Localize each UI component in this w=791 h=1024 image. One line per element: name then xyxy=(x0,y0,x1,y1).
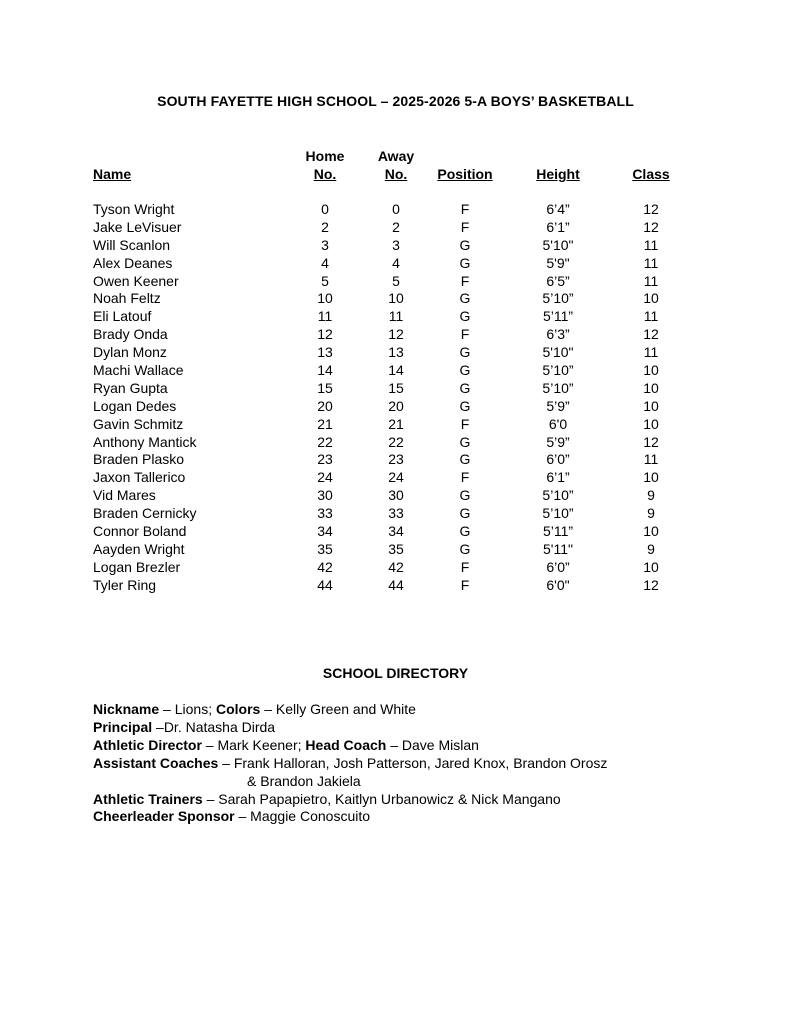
table-row xyxy=(0,362,791,380)
table-row xyxy=(0,237,791,255)
player-height: 5’11” xyxy=(542,308,574,325)
player-name: Tyson Wright xyxy=(93,201,175,217)
player-name: Machi Wallace xyxy=(93,362,184,379)
player-name: Eli Latouf xyxy=(93,308,152,325)
athletic-director-label: Athletic Director xyxy=(93,736,202,753)
player-height: 5’9” xyxy=(546,433,570,450)
table-row xyxy=(0,523,791,541)
player-position: G xyxy=(459,505,471,522)
away-number: 22 xyxy=(388,433,404,450)
player-height: 6'0" xyxy=(546,576,570,593)
player-class: 11 xyxy=(643,236,659,253)
home-number: 35 xyxy=(317,540,333,557)
header-class xyxy=(611,165,691,183)
player-position: F xyxy=(460,326,470,343)
away-number: 14 xyxy=(388,362,404,379)
player-height: 6’0” xyxy=(546,451,570,468)
player-class: 10 xyxy=(643,290,659,307)
player-position: G xyxy=(459,236,471,253)
away-number: 11 xyxy=(388,308,404,325)
player-class: 10 xyxy=(643,362,659,379)
player-position: F xyxy=(460,469,470,486)
player-position: G xyxy=(459,344,471,361)
table-row xyxy=(0,255,791,273)
header-home-top: Home xyxy=(305,148,345,164)
player-position: F xyxy=(460,218,470,235)
player-class: 11 xyxy=(643,451,659,468)
away-number: 20 xyxy=(388,397,404,414)
player-position: F xyxy=(460,201,470,217)
directory-line-cheerleader xyxy=(93,808,733,826)
home-number: 10 xyxy=(317,290,333,307)
player-position: G xyxy=(459,487,471,504)
player-class: 12 xyxy=(643,433,659,450)
player-class: 12 xyxy=(643,326,659,343)
home-number: 14 xyxy=(317,362,333,379)
table-row xyxy=(0,451,791,469)
header-height xyxy=(518,165,598,183)
home-number: 21 xyxy=(317,415,333,432)
player-name: Alex Deanes xyxy=(93,254,173,271)
player-name: Tyler Ring xyxy=(93,576,157,593)
home-number: 13 xyxy=(317,344,333,361)
home-number: 3 xyxy=(321,236,329,253)
home-number: 22 xyxy=(317,433,333,450)
player-position: G xyxy=(459,451,471,468)
away-number: 34 xyxy=(388,523,404,540)
home-number: 0 xyxy=(321,201,329,217)
directory-line-athletic-director xyxy=(93,737,733,755)
home-number: 15 xyxy=(317,379,333,396)
header-position xyxy=(425,165,505,183)
away-number: 42 xyxy=(388,558,404,575)
home-number: 2 xyxy=(321,218,329,235)
away-number: 3 xyxy=(392,236,400,253)
roster-table xyxy=(0,201,791,595)
away-number: 10 xyxy=(388,290,404,307)
player-height: 5’10” xyxy=(542,487,574,504)
player-name: Brady Onda xyxy=(93,326,168,343)
table-row xyxy=(0,416,791,434)
cheerleader-sponsor-value: – Maggie Conoscuito xyxy=(234,808,371,825)
header-class-label: Class xyxy=(632,166,670,182)
player-class: 10 xyxy=(643,397,659,414)
home-number: 4 xyxy=(321,254,329,271)
player-position: F xyxy=(460,415,470,432)
nickname-label: Nickname xyxy=(93,701,160,717)
away-number: 21 xyxy=(388,415,404,432)
home-number: 44 xyxy=(317,576,333,593)
athletic-trainers-label: Athletic Trainers xyxy=(93,790,203,807)
directory-title: SCHOOL DIRECTORY xyxy=(322,665,469,681)
table-row xyxy=(0,290,791,308)
page-title: SOUTH FAYETTE HIGH SCHOOL – 2025-2026 5-A BOYS’ BASKETBALL xyxy=(157,93,634,109)
player-name: Ryan Gupta xyxy=(93,379,168,396)
player-name: Connor Boland xyxy=(93,523,187,540)
head-coach-label: Head Coach xyxy=(305,736,387,753)
player-name: Aayden Wright xyxy=(93,540,185,557)
header-position-label: Position xyxy=(437,166,493,182)
table-row xyxy=(0,273,791,291)
away-number: 35 xyxy=(388,540,404,557)
table-row xyxy=(0,434,791,452)
player-name: Owen Keener xyxy=(93,272,179,289)
away-number: 0 xyxy=(392,201,400,217)
player-class: 11 xyxy=(643,344,659,361)
player-class: 10 xyxy=(643,523,659,540)
player-class: 11 xyxy=(643,254,659,271)
table-row xyxy=(0,541,791,559)
player-height: 6’1” xyxy=(546,469,570,486)
home-number: 23 xyxy=(317,451,333,468)
player-position: G xyxy=(459,254,471,271)
athletic-trainers-value: – Sarah Papapietro, Kaitlyn Urbanowicz & Nick Mangano xyxy=(202,790,561,807)
table-row xyxy=(0,380,791,398)
away-number: 33 xyxy=(388,505,404,522)
player-height: 6’5” xyxy=(546,272,570,289)
directory-line-nickname xyxy=(93,701,733,719)
player-class: 9 xyxy=(647,487,655,504)
home-number: 24 xyxy=(317,469,333,486)
away-number: 44 xyxy=(388,576,404,593)
player-class: 11 xyxy=(643,272,659,289)
home-number: 12 xyxy=(317,326,333,343)
athletic-director-value: – Mark Keener; xyxy=(201,736,306,753)
home-number: 30 xyxy=(317,487,333,504)
assistant-coaches-label: Assistant Coaches xyxy=(93,754,219,771)
player-position: F xyxy=(460,576,470,593)
away-number: 15 xyxy=(388,379,404,396)
principal-value: –Dr. Natasha Dirda xyxy=(152,718,276,735)
player-name: Jake LeVisuer xyxy=(93,218,182,235)
player-height: 5’10” xyxy=(542,362,574,379)
table-row xyxy=(0,219,791,237)
away-number: 30 xyxy=(388,487,404,504)
player-name: Anthony Mantick xyxy=(93,433,197,450)
table-row xyxy=(0,326,791,344)
table-row xyxy=(0,559,791,577)
player-class: 10 xyxy=(643,379,659,396)
table-row xyxy=(0,344,791,362)
head-coach-value: – Dave Mislan xyxy=(386,736,479,753)
player-position: F xyxy=(460,272,470,289)
table-row xyxy=(0,308,791,326)
colors-value: – Kelly Green and White xyxy=(260,701,416,717)
header-name xyxy=(93,165,131,183)
header-home xyxy=(285,147,365,183)
away-number: 2 xyxy=(392,218,400,235)
home-number: 11 xyxy=(317,308,333,325)
away-number: 12 xyxy=(388,326,404,343)
player-class: 12 xyxy=(643,201,659,217)
principal-label: Principal xyxy=(93,718,153,735)
player-class: 10 xyxy=(643,469,659,486)
player-height: 6’3” xyxy=(546,326,570,343)
player-name: Vid Mares xyxy=(93,487,156,504)
player-position: F xyxy=(460,558,470,575)
player-height: 5'11" xyxy=(543,540,573,557)
cheerleader-sponsor-label: Cheerleader Sponsor xyxy=(93,808,235,825)
away-number: 24 xyxy=(388,469,404,486)
header-name-label: Name xyxy=(93,166,132,182)
table-row xyxy=(0,469,791,487)
player-height: 5'10" xyxy=(542,344,574,361)
player-name: Dylan Monz xyxy=(93,344,167,361)
home-number: 20 xyxy=(317,397,333,414)
assistant-coaches-cont: & Brandon Jakiela xyxy=(247,772,361,789)
player-name: Logan Brezler xyxy=(93,558,181,575)
header-away-bottom: No. xyxy=(384,166,408,182)
player-class: 9 xyxy=(647,540,655,557)
player-position: G xyxy=(459,433,471,450)
directory-line-principal xyxy=(93,719,733,737)
player-height: 5’9” xyxy=(546,397,570,414)
player-height: 5’10” xyxy=(542,379,574,396)
directory-line-assistant-coaches xyxy=(93,755,733,773)
school-directory xyxy=(93,701,733,826)
header-away-top: Away xyxy=(377,148,415,164)
player-position: G xyxy=(459,397,471,414)
nickname-value: – Lions; xyxy=(159,701,216,717)
table-row xyxy=(0,201,791,219)
player-position: G xyxy=(459,540,471,557)
player-name: Noah Feltz xyxy=(93,290,161,307)
header-height-label: Height xyxy=(536,166,580,182)
away-number: 4 xyxy=(392,254,400,271)
home-number: 5 xyxy=(321,272,329,289)
player-position: G xyxy=(459,290,471,307)
player-height: 6’4” xyxy=(546,201,570,217)
assistant-coaches-value: – Frank Halloran, Josh Patterson, Jared Knox, Brandon Orosz xyxy=(218,754,608,771)
player-class: 12 xyxy=(643,218,659,235)
table-row xyxy=(0,487,791,505)
player-name: Logan Dedes xyxy=(93,397,177,414)
table-row xyxy=(0,398,791,416)
player-class: 10 xyxy=(643,415,659,432)
table-row xyxy=(0,505,791,523)
player-name: Gavin Schmitz xyxy=(93,415,184,432)
directory-line-assistant-coaches-cont xyxy=(93,773,733,791)
player-class: 9 xyxy=(647,505,655,522)
away-number: 23 xyxy=(388,451,404,468)
header-away xyxy=(356,147,436,183)
home-number: 34 xyxy=(317,523,333,540)
player-name: Jaxon Tallerico xyxy=(93,469,186,486)
player-position: G xyxy=(459,379,471,396)
away-number: 5 xyxy=(392,272,400,289)
home-number: 42 xyxy=(317,558,333,575)
player-height: 5’10” xyxy=(542,505,574,522)
table-row xyxy=(0,577,791,595)
home-number: 33 xyxy=(317,505,333,522)
player-class: 11 xyxy=(643,308,659,325)
directory-line-trainers xyxy=(93,791,733,809)
player-position: G xyxy=(459,523,471,540)
player-position: G xyxy=(459,308,471,325)
player-position: G xyxy=(459,362,471,379)
player-name: Will Scanlon xyxy=(93,236,171,253)
player-height: 6'0 xyxy=(548,415,568,432)
header-home-bottom: No. xyxy=(313,166,337,182)
player-height: 6’0” xyxy=(546,558,570,575)
player-height: 5’10” xyxy=(542,290,574,307)
colors-label: Colors xyxy=(215,701,261,717)
player-class: 12 xyxy=(643,576,659,593)
player-class: 10 xyxy=(643,558,659,575)
player-height: 5’11” xyxy=(542,523,574,540)
player-name: Braden Cernicky xyxy=(93,505,197,522)
player-height: 5'9" xyxy=(546,254,570,271)
player-height: 5'10" xyxy=(542,236,574,253)
away-number: 13 xyxy=(388,344,404,361)
player-name: Braden Plasko xyxy=(93,451,185,468)
player-height: 6’1” xyxy=(546,218,570,235)
